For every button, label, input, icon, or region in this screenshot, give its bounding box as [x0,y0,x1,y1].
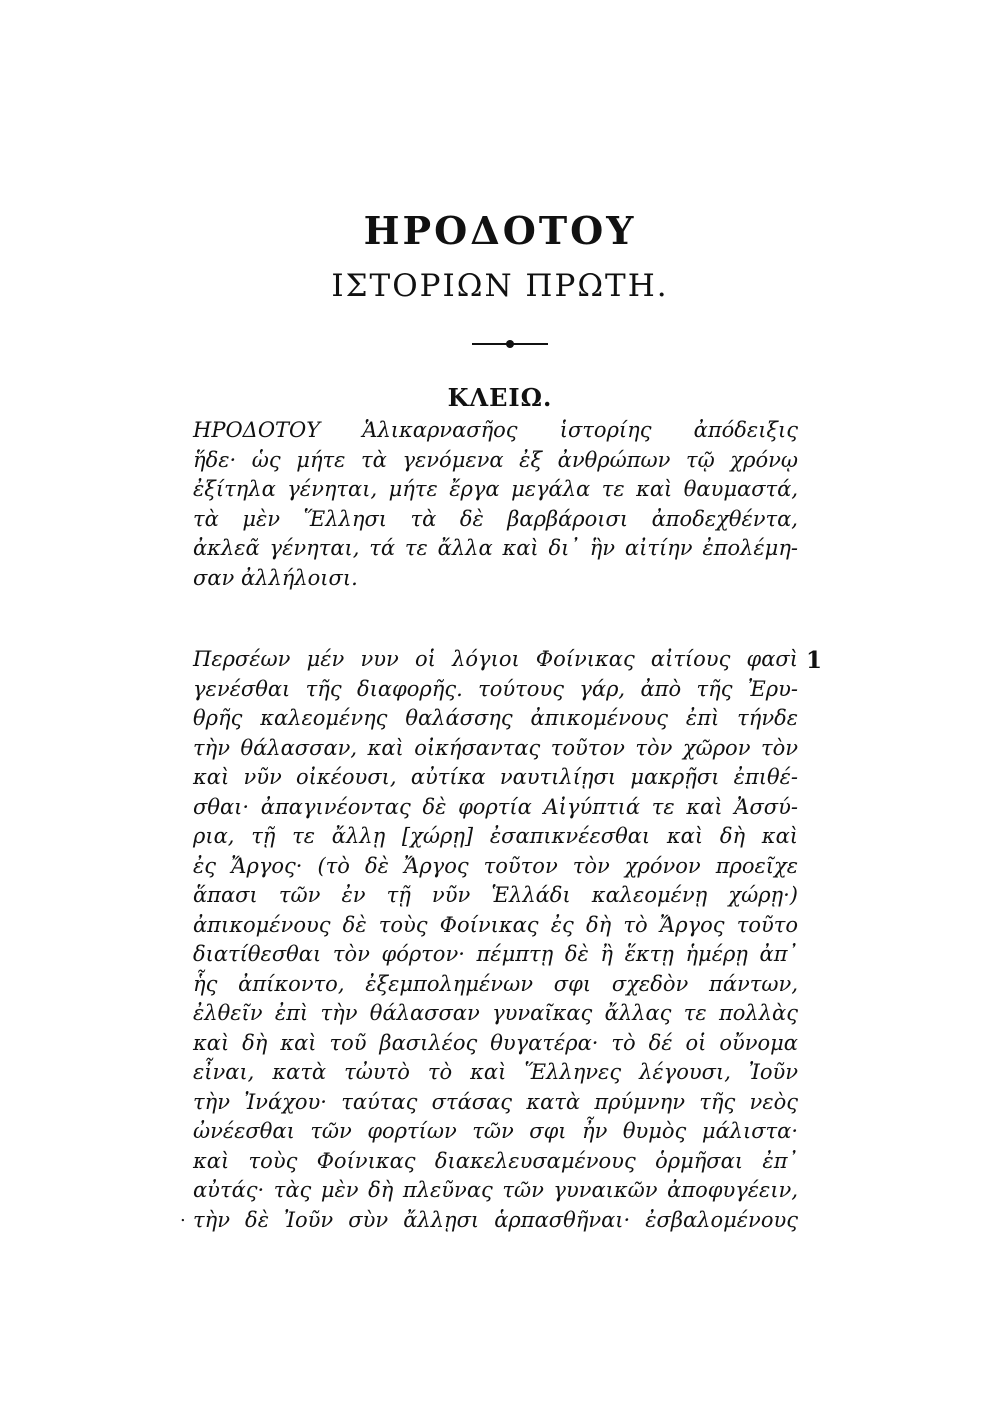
text-line: θρῆς καλεομένης θαλάσσης ἀπικομένους ἐπὶ τήνδε [193,706,798,730]
text-line: ἀπικομένους δὲ τοὺς Φοίνικας ἐς δὴ τὸ Ἄργος τοῦτο [193,912,798,937]
text-line: ἥδε· ὡς μήτε τὰ γενόμενα ἐξ ἀνθρώπων τῷ χρόνῳ [193,447,798,472]
text-line: ΗΡΟΔΟΤΟΥ Ἁλικαρνασῆος ἱστορίης ἀπόδειξις [193,418,798,442]
text-line: σθαι· ἀπαγινέοντας δὲ φορτία Αἰγύπτιά τε καὶ Ἀσσύ- [193,794,798,819]
text-line: εἶναι, κατὰ τὠυτὸ τὸ καὶ Ἕλληνες λέγουσι, Ἰοῦν [193,1060,798,1084]
text-line: ὠνέεσθαι τῶν φορτίων τῶν σφι ἦν θυμὸς μάλιστα· [193,1119,798,1143]
text-line: αὐτάς· τὰς μὲν δὴ πλεῦνας τῶν γυναικῶν ἀποφυγέειν, [193,1178,798,1202]
text-line: τὴν Ἰνάχου· ταύτας στάσας κατὰ πρύμνην τῆς νεὸς [193,1089,798,1114]
chapter-number: 1 [806,647,823,674]
text-line: τὰ μὲν Ἕλλησι τὰ δὲ βαρβάροισι ἀποδεχθέντα, [193,506,798,531]
margin-mark: . [180,1205,186,1226]
chapter-paragraph [193,645,798,1235]
work-title: ΙΣΤΟΡΙΩΝ ΠΡΩΤΗ. [331,268,669,304]
book-heading: ΚΛΕΙΩ. [447,383,553,412]
text-line: τὴν θάλασσαν, καὶ οἰκήσαντας τοῦτον τὸν χῶρον τὸν [193,735,798,760]
text-line: καὶ νῦν οἰκέουσι, αὐτίκα ναυτιλίῃσι μακρῇσι ἐπιθέ- [193,765,798,789]
ornament-divider [472,339,548,349]
text-line: ἧς ἀπίκοντο, ἐξεμπολημένων σφι σχεδὸν πάντων, [193,971,798,996]
text-line: γενέσθαι τῆς διαφορῆς. τούτους γάρ, ἀπὸ τῆς Ἐρυ- [193,676,798,701]
text-line: τὴν δὲ Ἰοῦν σὺν ἄλλῃσι ἁρπασθῆναι· ἐσβαλομένους [193,1207,798,1232]
ornament-dot [506,340,514,348]
text-line: σαν ἀλλήλοισι. [193,565,358,590]
text-line: ἅπασι τῶν ἐν τῇ νῦν Ἑλλάδι καλεομένῃ χώρῃ·) [193,883,798,907]
text-line: ρια, τῇ τε ἄλλῃ [χώρῃ] ἐσαπικνέεσθαι καὶ δὴ καὶ [193,824,798,848]
text-line: ἐξίτηλα γένηται, μήτε ἔργα μεγάλα τε καὶ θαυμαστά, [193,477,798,501]
text-line: ἐς Ἄργος· (τὸ δὲ Ἄργος τοῦτον τὸν χρόνον προεῖχε [193,853,798,878]
text-line: καὶ τοὺς Φοίνικας διακελευσαμένους ὁρμῆσαι ἐπ᾽ [193,1148,798,1173]
text-line: Περσέων μέν νυν οἱ λόγιοι Φοίνικας αἰτίους φασὶ [193,647,798,671]
author-title: ΗΡΟΔΟΤΟΥ [363,208,637,253]
intro-paragraph [193,416,798,593]
text-line: ἐλθεῖν ἐπὶ τὴν θάλασσαν γυναῖκας ἄλλας τε πολλὰς [193,1001,798,1025]
text-line: καὶ δὴ καὶ τοῦ βασιλέος θυγατέρα· τὸ δέ οἱ οὔνομα [193,1030,798,1055]
text-line: διατίθεσθαι τὸν φόρτον· πέμπτῃ δὲ ἢ ἕκτῃ ἡμέρῃ ἀπ᾽ [193,942,798,966]
text-line: ἀκλεᾶ γένηται, τά τε ἄλλα καὶ δι᾽ ἣν αἰτίην ἐπολέμη- [193,536,798,560]
